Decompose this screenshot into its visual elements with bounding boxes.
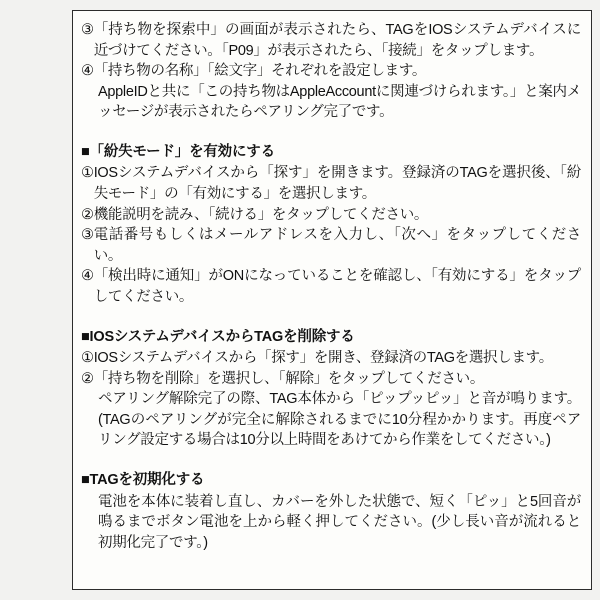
- document-body: [73, 11, 591, 553]
- list-item: [81, 205, 581, 226]
- paragraph: 電池を本体に装着し直し、カバーを外した状態で、短く「ピッ」と5回音が鳴るまでボタン電池を上から軽く押してください。(少し長い音が流れると初期化完了です。): [98, 493, 581, 551]
- list-text: IOSシステムデバイスから「探す」を開きます。登録済のTAGを選択後、「紛失モード」の「有効にする」を選択します。: [93, 165, 581, 203]
- list-item: [81, 225, 581, 266]
- section-heading: ■「紛失モード」を有効にする: [81, 143, 275, 160]
- list-item: [81, 20, 581, 61]
- list-marker: ④: [81, 63, 94, 80]
- list-text: 電話番号もしくはメールアドレスを入力し、「次へ」をタップしてください。: [93, 227, 581, 264]
- list-item: [81, 266, 581, 307]
- spacer: [81, 311, 581, 318]
- section-remove-tag: [81, 327, 581, 451]
- list-item: [81, 61, 581, 82]
- list-marker: ③: [81, 22, 94, 38]
- list-text: IOSシステムデバイスから「探す」を開き、登録済のTAGを選択します。: [93, 350, 553, 367]
- list-text: 「持ち物を探索中」の画面が表示されたら、TAGをIOSシステムデバイスに近づけてください。「P09」が表示されたら、「接続」をタップします。: [93, 22, 581, 59]
- document-sheet: [72, 10, 592, 590]
- section-lost-mode: [81, 142, 581, 308]
- section-continued-pairing: [81, 20, 581, 123]
- section-heading: ■TAGを初期化する: [81, 471, 205, 488]
- paragraph: ペアリング解除完了の際、TAG本体から「ピップッピッ」と音が鳴ります。(TAGのペアリングが完全に解除されるまでに10分程かかります。再度ペアリング設定する場合は10分以上時間をあけてから作業をしてください。): [98, 391, 581, 449]
- list-item: [81, 369, 581, 390]
- list-marker: ①: [81, 350, 94, 367]
- list-item: [81, 163, 581, 204]
- spacer: [81, 126, 581, 133]
- list-marker: ④: [81, 268, 94, 285]
- list-text: 機能説明を読み、「続ける」をタップしてください。: [93, 206, 429, 223]
- list-text: 「検出時に通知」がONになっていることを確認し、「有効にする」をタップしてください。: [93, 268, 581, 305]
- list-marker: ①: [81, 165, 94, 182]
- spacer: [81, 454, 581, 461]
- paragraph: AppleIDと共に「この持ち物はAppleAccountに関連づけられます。」と案内メッセージが表示されたらペアリング完了です。: [98, 83, 581, 121]
- list-item: [81, 348, 581, 369]
- list-marker: ②: [81, 370, 94, 387]
- list-marker: ③: [81, 227, 94, 244]
- list-marker: ②: [81, 206, 94, 223]
- section-heading: ■IOSシステムデバイスからTAGを削除する: [81, 328, 355, 345]
- section-reset-tag: [81, 470, 581, 553]
- list-text: 「持ち物を削除」を選択し、「解除」をタップしてください。: [93, 370, 485, 387]
- list-text: 「持ち物の名称」「絵文字」それぞれを設定します。: [93, 63, 427, 80]
